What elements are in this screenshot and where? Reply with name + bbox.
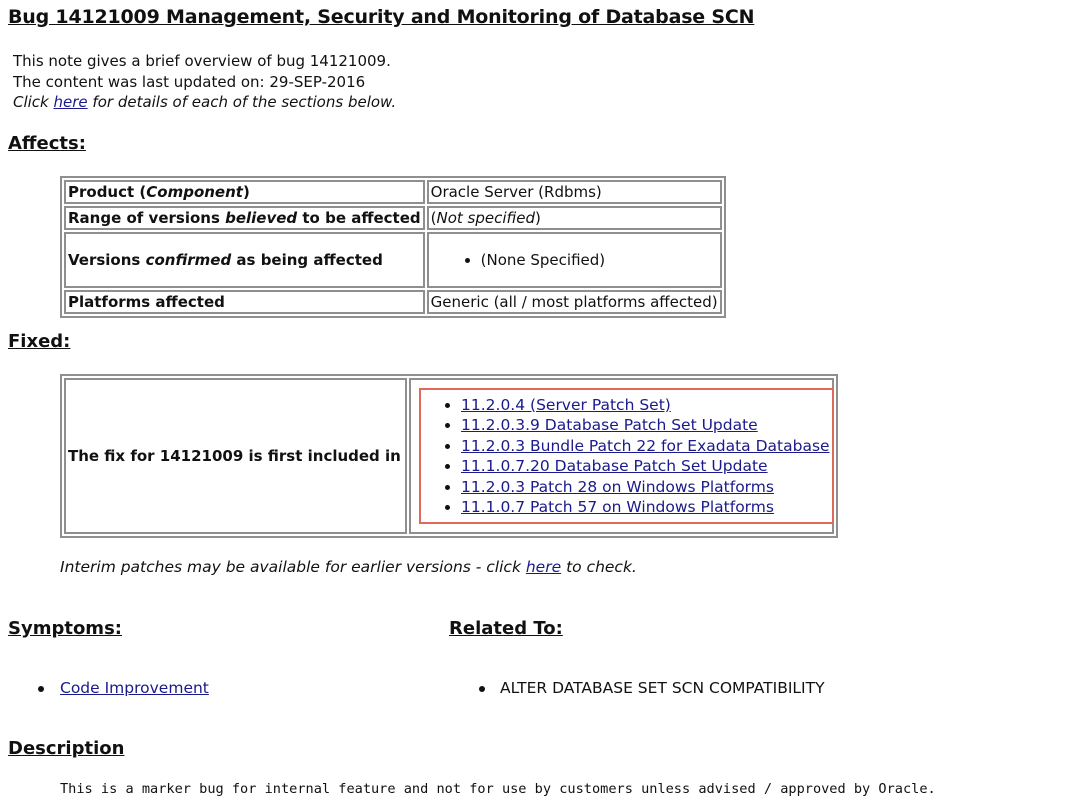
symptoms-list [60, 679, 209, 697]
intro-line-3-text: Click [13, 93, 54, 111]
list-item [461, 497, 830, 518]
table-row [64, 378, 834, 534]
label-text-end: as being affected [231, 251, 383, 269]
list-item [60, 679, 209, 697]
description-text: This is a marker bug for internal feature and not for use by customers unless advised / approved by Oracle. [60, 781, 936, 797]
affects-heading: Affects: [8, 133, 86, 154]
interim-note [60, 558, 637, 576]
confirmed-list [431, 251, 718, 270]
label-em: confirmed [145, 251, 232, 269]
intro-line-3 [13, 92, 396, 113]
label-text: Versions [68, 251, 146, 269]
label-text: Range of versions [68, 209, 226, 227]
value-text: ( [430, 209, 437, 227]
confirmed-label [64, 232, 425, 288]
intro-line-3-text-end: for details of each of the sections below. [87, 93, 397, 111]
intro-block [13, 51, 396, 113]
fix-link-4[interactable]: 11.1.0.7.20 Database Patch Set Update [461, 457, 768, 475]
bullet-icon [38, 686, 44, 692]
description-heading: Description [8, 738, 125, 759]
product-label [64, 180, 425, 204]
interim-here-link[interactable]: here [525, 558, 562, 576]
label-em: believed [225, 209, 298, 227]
related-list [500, 679, 825, 697]
list-item [461, 415, 830, 436]
fix-link-1[interactable]: 11.2.0.4 (Server Patch Set) [461, 395, 671, 414]
table-row [64, 290, 722, 314]
label-text-end: to be affected [297, 209, 421, 227]
list-item: • (None Specified) [481, 251, 718, 270]
table-row [64, 206, 722, 230]
label-text: Product ( [68, 183, 147, 201]
fixed-heading: Fixed: [8, 331, 71, 352]
list-item [461, 436, 830, 457]
label-em: Component [146, 183, 243, 201]
details-here-link[interactable]: here [53, 93, 88, 111]
product-value: Oracle Server (Rdbms) [427, 180, 722, 204]
interim-text-end: to check. [561, 558, 637, 576]
platforms-label: Platforms affected [64, 290, 425, 314]
confirmed-value [427, 232, 722, 288]
value-em: Not specified [436, 209, 535, 227]
intro-line-1: This note gives a brief overview of bug 14121009. [13, 52, 391, 70]
code-improvement-link[interactable]: Code Improvement [60, 679, 209, 697]
related-heading: Related To: [449, 618, 563, 639]
fix-link-6[interactable]: 11.1.0.7 Patch 57 on Windows Platforms [461, 498, 774, 516]
range-label [64, 206, 425, 230]
fix-link-3[interactable]: 11.2.0.3 Bundle Patch 22 for Exadata Database [461, 436, 830, 455]
table-row [64, 180, 722, 204]
fix-label: The fix for 14121009 is first included in [64, 378, 407, 534]
symptoms-heading: Symptoms: [8, 618, 122, 639]
platforms-value: Generic (all / most platforms affected) [427, 290, 722, 314]
value-text-end: ) [534, 209, 541, 227]
affects-table [60, 176, 726, 318]
list-item: ALTER DATABASE SET SCN COMPATIBILITY [500, 679, 825, 697]
list-item [461, 477, 830, 498]
fix-link-5[interactable]: 11.2.0.3 Patch 28 on Windows Platforms [461, 477, 774, 496]
fix-version-list [413, 395, 830, 518]
list-item [461, 395, 830, 416]
page-title: Bug 14121009 Management, Security and Monitoring of Database SCN [8, 6, 755, 28]
list-item [461, 456, 830, 477]
fix-link-2[interactable]: 11.2.0.3.9 Database Patch Set Update [461, 416, 758, 434]
fixed-table [60, 374, 838, 538]
fix-versions [409, 378, 834, 534]
bullet-icon [479, 686, 485, 692]
intro-line-2: The content was last updated on: 29-SEP-2016 [13, 72, 366, 91]
table-row [64, 232, 722, 288]
interim-text: Interim patches may be available for earlier versions - click [60, 558, 526, 576]
label-text-end: ) [242, 183, 250, 201]
range-value [427, 206, 722, 230]
